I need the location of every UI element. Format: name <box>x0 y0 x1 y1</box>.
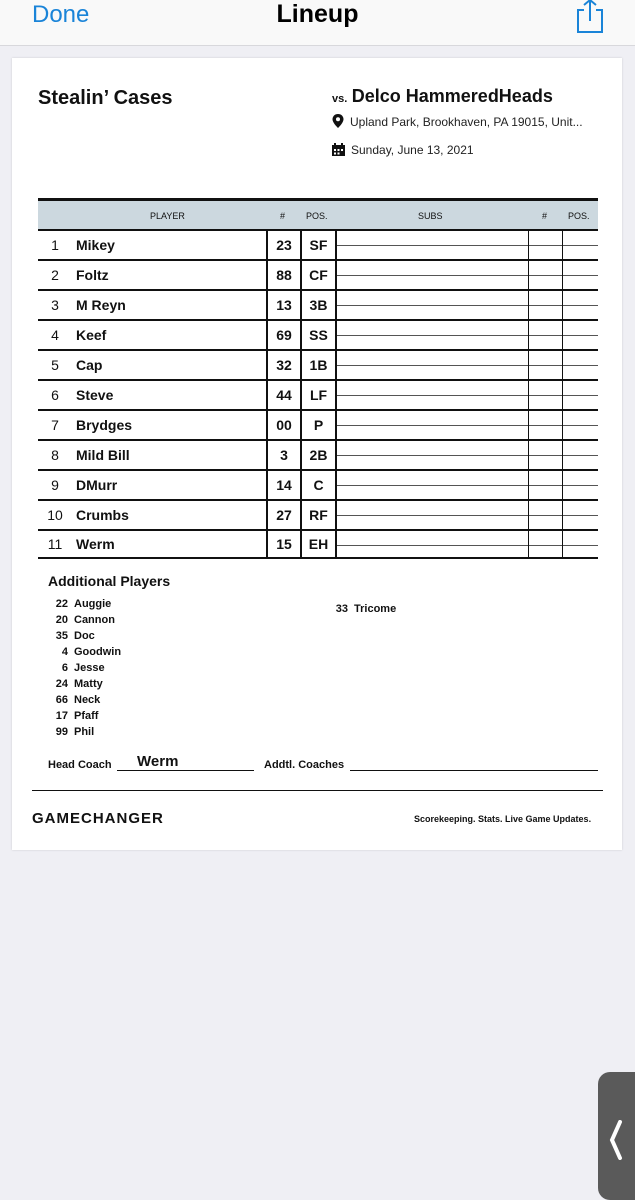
player-number: 23 <box>266 231 300 259</box>
brand-logo: GAMECHANGER <box>32 810 164 827</box>
player-number: 44 <box>266 381 300 409</box>
lineup-row <box>38 379 598 409</box>
sub-position-cell <box>562 441 598 469</box>
sub-number-line <box>529 455 562 456</box>
date-row <box>332 143 474 157</box>
batting-order: 10 <box>47 507 63 523</box>
player-position: LF <box>300 381 335 409</box>
additional-player-name: Goodwin <box>74 646 122 658</box>
batting-order: 11 <box>47 536 63 552</box>
player-position: 3B <box>300 291 335 319</box>
header-sub-position: POS. <box>568 211 590 221</box>
subs-cell <box>335 501 528 529</box>
additional-player <box>48 662 121 678</box>
sub-number-line <box>529 485 562 486</box>
additional-player-name: Jesse <box>74 662 105 674</box>
subs-line <box>337 395 528 396</box>
player-position: RF <box>300 501 335 529</box>
subs-cell <box>335 531 528 557</box>
map-pin-icon <box>332 114 344 128</box>
sub-number-line <box>529 305 562 306</box>
sub-number-cell <box>528 381 562 409</box>
subs-cell <box>335 261 528 289</box>
lineup-row <box>38 469 598 499</box>
calendar-icon <box>332 143 345 156</box>
additional-player-number: 6 <box>61 662 68 674</box>
subs-line <box>337 515 528 516</box>
batting-order: 9 <box>51 477 59 493</box>
additional-player <box>48 646 121 662</box>
additional-player-number: 66 <box>55 694 68 706</box>
sub-number-cell <box>528 291 562 319</box>
subs-line <box>337 245 528 246</box>
batting-order: 7 <box>51 417 59 433</box>
player-position: 2B <box>300 441 335 469</box>
opponent-name: Delco HammeredHeads <box>351 86 553 106</box>
sub-number-cell <box>528 261 562 289</box>
additional-coaches-line <box>350 770 598 771</box>
additional-player-name: Cannon <box>74 614 115 626</box>
sub-position-line <box>563 305 598 306</box>
sub-position-cell <box>562 231 598 259</box>
player-name: Cap <box>76 357 103 373</box>
additional-player <box>48 726 121 742</box>
subs-cell <box>335 351 528 379</box>
additional-player <box>48 678 121 694</box>
header-sub-number: # <box>542 211 548 221</box>
sub-number-cell <box>528 321 562 349</box>
player-name: M Reyn <box>76 297 126 313</box>
lineup-row <box>38 229 598 259</box>
tagline: Scorekeeping. Stats. Live Game Updates. <box>414 814 592 824</box>
subs-line <box>337 365 528 366</box>
sub-position-line <box>563 335 598 336</box>
additional-player <box>48 598 121 614</box>
player-position: SF <box>300 231 335 259</box>
player-position: 1B <box>300 351 335 379</box>
player-name: DMurr <box>76 477 118 493</box>
coach-row <box>48 754 598 774</box>
footer-divider <box>32 790 603 791</box>
additional-player-name: Auggie <box>74 598 112 610</box>
player-position: SS <box>300 321 335 349</box>
sub-position-line <box>563 545 598 546</box>
sub-number-line <box>529 395 562 396</box>
subs-line <box>337 275 528 276</box>
sub-number-cell <box>528 351 562 379</box>
additional-player <box>48 630 121 646</box>
opponent-line <box>332 86 553 107</box>
sub-number-cell <box>528 501 562 529</box>
batting-order: 5 <box>51 357 59 373</box>
lineup-rows <box>38 229 598 559</box>
subs-cell <box>335 321 528 349</box>
player-name: Crumbs <box>76 507 129 523</box>
player-name: Steve <box>76 387 114 403</box>
sub-position-line <box>563 515 598 516</box>
subs-line <box>337 485 528 486</box>
lineup-row <box>38 499 598 529</box>
sub-number-line <box>529 275 562 276</box>
sub-number-line <box>529 365 562 366</box>
header-position: POS. <box>306 211 328 221</box>
additional-player-name: Tricome <box>354 603 397 615</box>
share-icon[interactable] <box>574 0 606 34</box>
subs-line <box>337 425 528 426</box>
subs-cell <box>335 441 528 469</box>
player-number: 3 <box>266 441 300 469</box>
location-row <box>332 114 583 129</box>
player-name: Keef <box>76 327 107 343</box>
additional-player-name: Matty <box>74 678 103 690</box>
subs-cell <box>335 381 528 409</box>
sub-position-cell <box>562 321 598 349</box>
additional-player <box>48 614 121 630</box>
sub-number-cell <box>528 411 562 439</box>
sub-number-line <box>529 515 562 516</box>
sub-position-cell <box>562 261 598 289</box>
additional-players-title: Additional Players <box>48 573 171 589</box>
player-name: Mild Bill <box>76 447 130 463</box>
sub-number-line <box>529 335 562 336</box>
sub-position-cell <box>562 411 598 439</box>
additional-player-name: Doc <box>74 630 95 642</box>
additional-player-number: 35 <box>55 630 68 642</box>
player-number: 00 <box>266 411 300 439</box>
lineup-header <box>38 201 598 229</box>
head-coach-name: Werm <box>137 753 179 770</box>
additional-player-number: 24 <box>55 678 68 690</box>
chevron-left-icon <box>606 1120 626 1160</box>
lineup-row <box>38 529 598 559</box>
player-position: EH <box>300 531 335 557</box>
sub-number-line <box>529 545 562 546</box>
sub-position-cell <box>562 351 598 379</box>
player-name: Brydges <box>76 417 133 433</box>
head-coach-line <box>117 770 254 771</box>
sub-position-cell <box>562 501 598 529</box>
player-name: Mikey <box>76 237 115 253</box>
batting-order: 4 <box>51 327 59 343</box>
lineup-row <box>38 439 598 469</box>
additional-player <box>328 603 396 619</box>
player-name: Foltz <box>76 267 109 283</box>
vs-label: vs. <box>332 93 348 105</box>
sub-position-line <box>563 365 598 366</box>
subs-cell <box>335 411 528 439</box>
player-number: 27 <box>266 501 300 529</box>
batting-order: 6 <box>51 387 59 403</box>
lineup-row <box>38 319 598 349</box>
additional-player-number: 20 <box>55 614 68 626</box>
additional-player-number: 4 <box>61 646 68 658</box>
sub-position-line <box>563 275 598 276</box>
sub-number-cell <box>528 471 562 499</box>
additional-player-number: 99 <box>55 726 68 738</box>
player-number: 32 <box>266 351 300 379</box>
sub-position-line <box>563 455 598 456</box>
sub-position-cell <box>562 531 598 557</box>
additional-players-list <box>48 598 121 742</box>
batting-order: 1 <box>51 237 59 253</box>
sub-number-cell <box>528 231 562 259</box>
additional-player <box>48 710 121 726</box>
subs-cell <box>335 471 528 499</box>
lineup-table <box>38 198 598 559</box>
subs-cell <box>335 291 528 319</box>
sub-position-line <box>563 425 598 426</box>
additional-player-number: 22 <box>55 598 68 610</box>
batting-order: 3 <box>51 297 59 313</box>
sub-number-line <box>529 245 562 246</box>
lineup-row <box>38 259 598 289</box>
player-position: CF <box>300 261 335 289</box>
additional-players-list-right <box>328 603 396 619</box>
lineup-sheet <box>12 58 622 850</box>
sub-position-cell <box>562 291 598 319</box>
sub-position-cell <box>562 381 598 409</box>
head-coach-label: Head Coach <box>48 759 112 771</box>
additional-player-name: Phil <box>74 726 95 738</box>
location-text: Upland Park, Brookhaven, PA 19015, Unit... <box>350 115 583 129</box>
sub-number-cell <box>528 441 562 469</box>
sub-position-line <box>563 395 598 396</box>
header-subs: SUBS <box>418 211 443 221</box>
additional-player <box>48 694 121 710</box>
player-name: Werm <box>76 536 115 552</box>
player-number: 69 <box>266 321 300 349</box>
batting-order: 8 <box>51 447 59 463</box>
additional-player-name: Neck <box>74 694 101 706</box>
player-number: 13 <box>266 291 300 319</box>
additional-player-number: 33 <box>335 603 348 615</box>
lineup-row <box>38 349 598 379</box>
done-button[interactable]: Done <box>32 1 90 28</box>
subs-line <box>337 455 528 456</box>
header-player: PLAYER <box>150 211 185 221</box>
player-number: 15 <box>266 531 300 557</box>
lineup-row <box>38 289 598 319</box>
nav-bar <box>0 0 635 46</box>
player-position: P <box>300 411 335 439</box>
sub-position-line <box>563 245 598 246</box>
sub-number-line <box>529 425 562 426</box>
subs-line <box>337 335 528 336</box>
header-number: # <box>280 211 286 221</box>
date-text: Sunday, June 13, 2021 <box>351 143 474 157</box>
team-name: Stealin’ Cases <box>38 87 173 109</box>
lineup-row <box>38 409 598 439</box>
sub-position-line <box>563 485 598 486</box>
additional-coaches-label: Addtl. Coaches <box>264 759 345 771</box>
player-number: 88 <box>266 261 300 289</box>
subs-line <box>337 545 528 546</box>
player-position: C <box>300 471 335 499</box>
subs-cell <box>335 231 528 259</box>
additional-player-name: Pfaff <box>74 710 99 722</box>
batting-order: 2 <box>51 267 59 283</box>
additional-player-number: 17 <box>55 710 68 722</box>
sub-number-cell <box>528 531 562 557</box>
side-panel-tab[interactable] <box>598 1072 635 1200</box>
sub-position-cell <box>562 471 598 499</box>
player-number: 14 <box>266 471 300 499</box>
subs-line <box>337 305 528 306</box>
page-title: Lineup <box>276 0 359 28</box>
